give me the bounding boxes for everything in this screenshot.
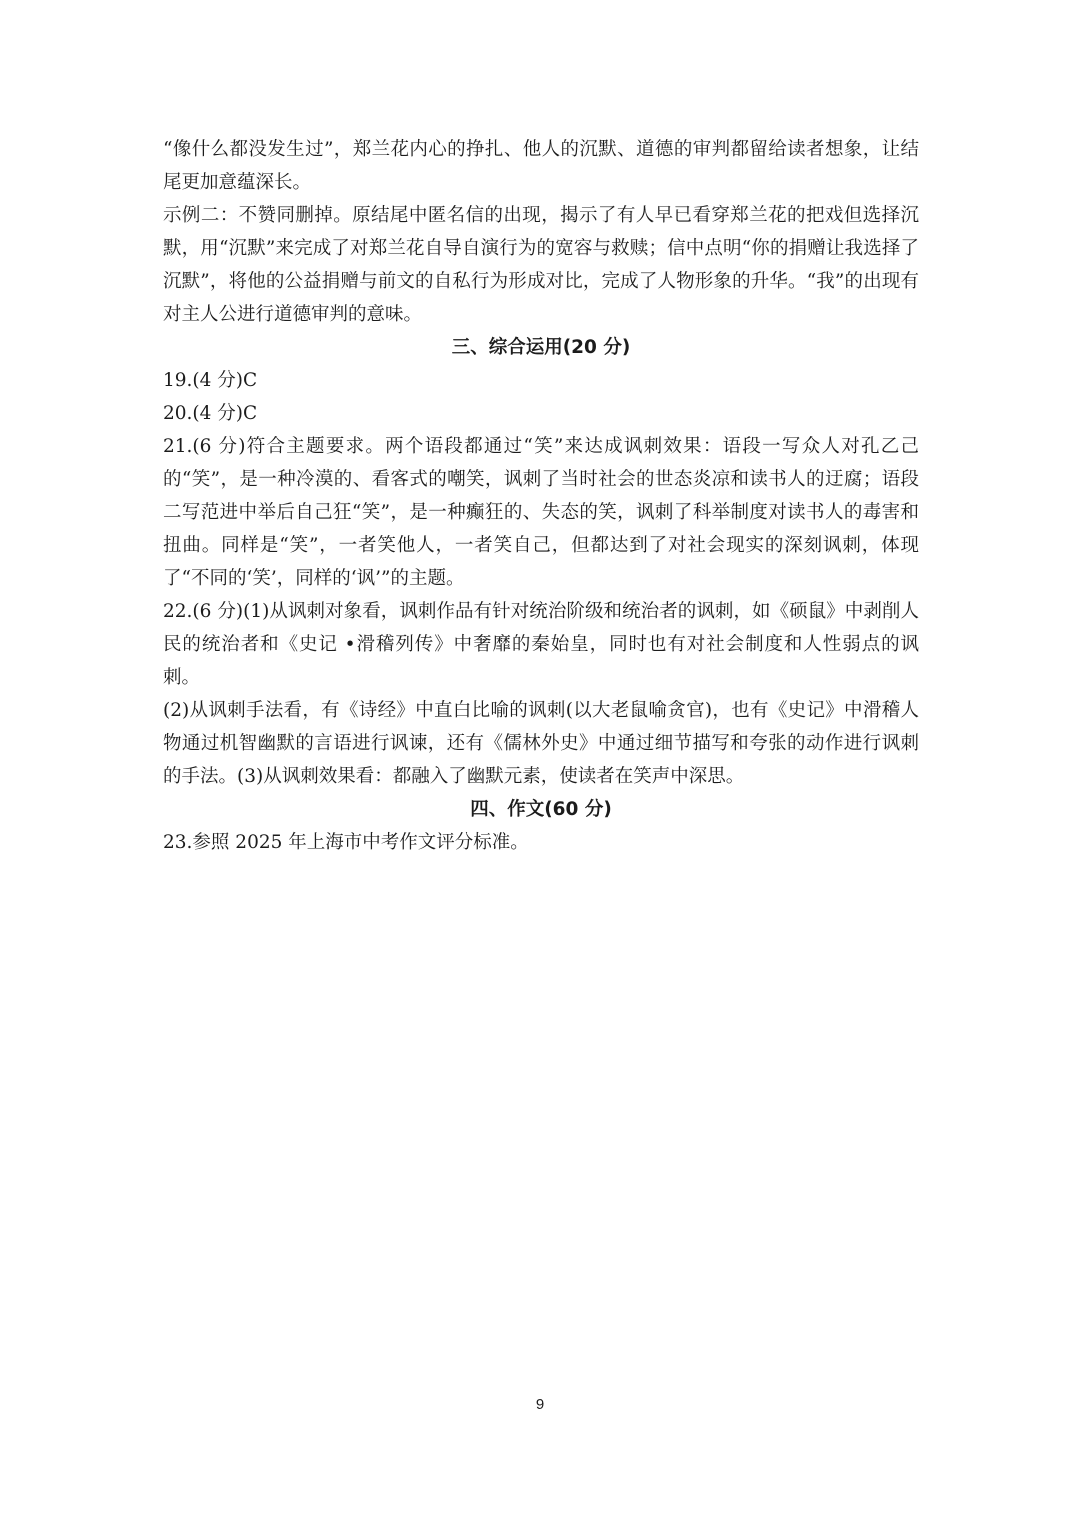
paragraph-example-two: 示例二：不赞同删掉。原结尾中匿名信的出现，揭示了有人早已看穿郑兰花的把戏但选择沉默，用“沉默”来完成了对郑兰花自导自演行为的宽容与救赎；信中点明“你的捐赠让我选择了沉默”，将他的公益捐赠与前文的自私行为形成对比，完成了人物形象的升华。“我”的出现有对主人公进行道德审判的意味。 — [163, 205, 919, 325]
section-heading-comprehensive: 三、综合运用(20 分) — [451, 337, 631, 358]
section-heading-composition: 四、作文(60 分) — [470, 799, 612, 820]
answer-q22-part1: 22.(6 分)(1)从讽刺对象看，讽刺作品有针对统治阶级和统治者的讽刺，如《硕鼠》中剥削人民的统治者和《史记 •滑稽列传》中奢靡的秦始皇，同时也有对社会制度和人性弱点的讽刺。 — [163, 601, 919, 688]
answer-q21: 21.(6 分)符合主题要求。两个语段都通过“笑”来达成讽刺效果：语段一写众人对孔乙己的“笑”，是一种冷漠的、看客式的嘲笑，讽刺了当时社会的世态炎凉和读书人的迂腐；语段二写范进中举后自己狂“笑”，是一种癫狂的、失态的笑，讽刺了科举制度对读书人的毒害和扭曲。同样是“笑”，一者笑他人，一者笑自己，但都达到了对社会现实的深刻讽刺，体现了“不同的‘笑’，同样的‘讽’”的主题。 — [163, 436, 919, 589]
answer-q22-part2: (2)从讽刺手法看，有《诗经》中直白比喻的讽刺(以大老鼠喻贪官)，也有《史记》中滑稽人物通过机智幽默的言语进行讽谏，还有《儒林外史》中通过细节描写和夸张的动作进行讽刺的手法。(3)从讽刺效果看：都融入了幽默元素，使读者在笑声中深思。 — [163, 700, 919, 787]
page-content — [163, 133, 919, 859]
answer-q23: 23.参照 2025 年上海市中考作文评分标准。 — [163, 832, 529, 853]
page-number: 9 — [535, 1396, 545, 1413]
answer-q19: 19.(4 分)C — [163, 370, 258, 391]
answer-q20: 20.(4 分)C — [163, 403, 258, 424]
paragraph-ending-analysis: “像什么都没发生过”，郑兰花内心的挣扎、他人的沉默、道德的审判都留给读者想象，让结尾更加意蕴深长。 — [163, 139, 919, 193]
